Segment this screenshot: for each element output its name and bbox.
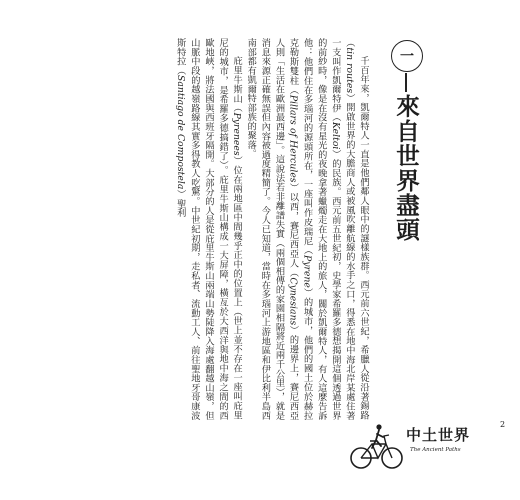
logo-name: 中土世界	[406, 426, 471, 444]
latin-term: Pyrene	[301, 255, 313, 288]
page-number: 2	[500, 420, 506, 429]
latin-term: Keltoi	[329, 121, 341, 150]
publisher-logo	[348, 422, 478, 472]
chapter-title: 來自世界盡頭	[392, 94, 420, 243]
body-text	[38, 38, 370, 420]
latin-term: Santiago de Compostela	[174, 75, 186, 190]
paragraph-2: 庇里牛斯山（Pyrenees）位在兩地區中間幾乎正中的位置上（世上並不存在一座叫庇里尼的城市，是希羅多德搞錯了）。庇里牛斯山構成一大屏障，橫亙於大西洋與地中海之間的西歐地峽，將法國與西班牙隔開。大部分的人是從庇里牛斯山兩端山勢陡降入海處翻越山嶺，但山脈中段的越嶺路線其實多得教人吃驚。中世紀初期，走私者、流動工人、前往聖地牙哥康波斯特拉（Santiago de Compostela）聖利	[174, 38, 243, 420]
latin-term: Cynesians	[287, 277, 299, 326]
latin-term: tin routes	[343, 47, 355, 94]
latin-term: Pyrenees	[231, 112, 243, 157]
chapter-rule	[405, 73, 407, 92]
logo-subtitle: The Ancient Paths	[410, 447, 461, 453]
chapter-number: 一	[391, 40, 423, 72]
paragraph-1: 千百年來，凱爾特人一直是他們鄰人眼中的謎樣族群。西元前六世紀，希臘人從沿著錫路（tin routes）開啟世界的大膽商人或被風吹離航線的水手之口，得悉在地中海北岸某處住著一支叫作凱爾特伊（Keltoi）的民族。西元前五世紀初，史學家希羅多德想揭開這個透過世界的前紗時，像是在沒有星光的夜晚拿著蠟燭走在大地上的旅人，關於凱爾特人，有人這麼告訴他：他們住在多瑙河的源頭所在，一座叫作皮瑞尼（Pyrene）的城市，他們的國土位於赫拉克勒斯雙柱（Pillars of Hercules）以西，賽尼西亞人（Cynesians）的邊界上，賽尼西亞人則「生活在歐洲最西邊」。這說法若非離譜失實（兩個相傳的家園相隔將近兩千公里），就是消息來源正確無誤但內容被過度精簡了。今人已知道，當時在多瑙河上游地區和伊比利半島西南部都有凱爾特部族的聚落。	[245, 38, 369, 420]
latin-term: Pillars of Hercules	[287, 94, 299, 183]
bicycle-icon	[348, 422, 408, 472]
